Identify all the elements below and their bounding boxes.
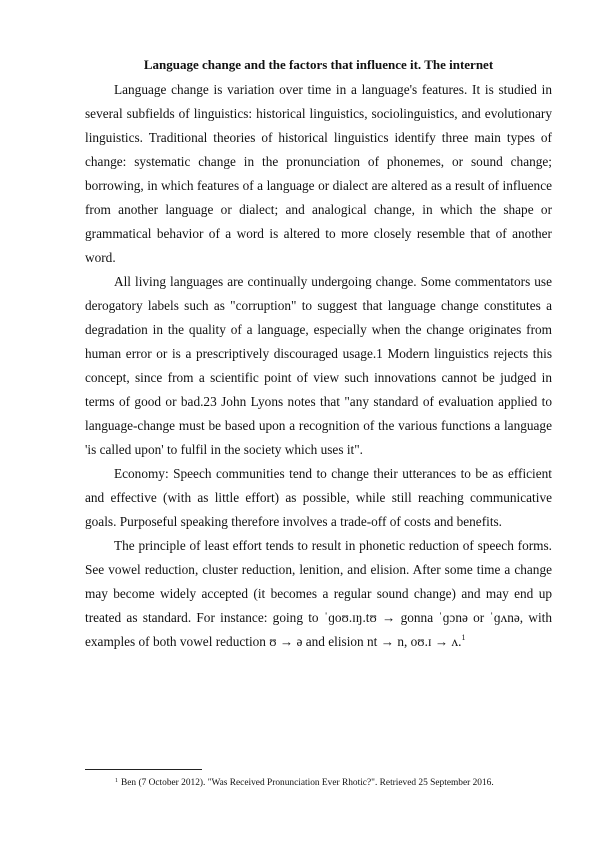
document-body (85, 55, 552, 654)
footnote-reference[interactable]: 1 (461, 633, 466, 642)
paragraph-economy: Economy: Speech communities tend to change their utterances to be as efficient and effective (with as little effort) as possible, while still reaching communicative goals. Purposeful speaking therefore involves a trade-off of costs and benefits. (85, 466, 552, 529)
footnote-marker: 1 (115, 778, 118, 784)
footnote-separator (85, 769, 202, 770)
paragraph-least-effort-text: The principle of least effort tends to result in phonetic reduction of speech forms. See vowel reduction, cluster reduction, lenition, and elision. After some time a change may become widely accepted (it becomes a regular sound change) and may end up treated as standard. For instance: going to ˈɡoʊ.ɪŋ.tʊ → gonna ˈɡɔnə or ˈɡʌnə, with examples of both vowel reduction ʊ → ə and elision nt → n, oʊ.ɪ → ʌ. (85, 538, 552, 649)
footnote-text: Ben (7 October 2012). "Was Received Pronunciation Ever Rhotic?". Retrieved 25 September 2016. (121, 778, 494, 788)
paragraph-least-effort (85, 534, 552, 654)
document-title: Language change and the factors that influence it. The internet (143, 57, 494, 72)
paragraph-language-change: Language change is variation over time in a language's features. It is studied in several subfields of linguistics: historical linguistics, sociolinguistics, and evolutionary linguistics. Traditional theories of historical linguistics identify three main types of change: systematic change in the pronunciation of phonemes, or sound change; borrowing, in which features of a language or dialect are altered as a result of influence from another language or dialect; and analogical change, in which the shape or grammatical behavior of a word is altered to more closely resemble that of another word. (85, 82, 552, 265)
paragraph-living-languages: All living languages are continually undergoing change. Some commentators use derogatory labels such as "corruption" to suggest that language change constitutes a degradation in the quality of a language, especially when the change originates from human error or is a prescriptively discouraged usage.1 Modern linguistics rejects this concept, since from a scientific point of view such innovations cannot be judged in terms of good or bad.23 John Lyons notes that "any standard of evaluation applied to language-change must be based upon a recognition of the various functions a language 'is called upon' to fulfil in the society which uses it". (85, 274, 552, 457)
footnote (115, 775, 555, 789)
